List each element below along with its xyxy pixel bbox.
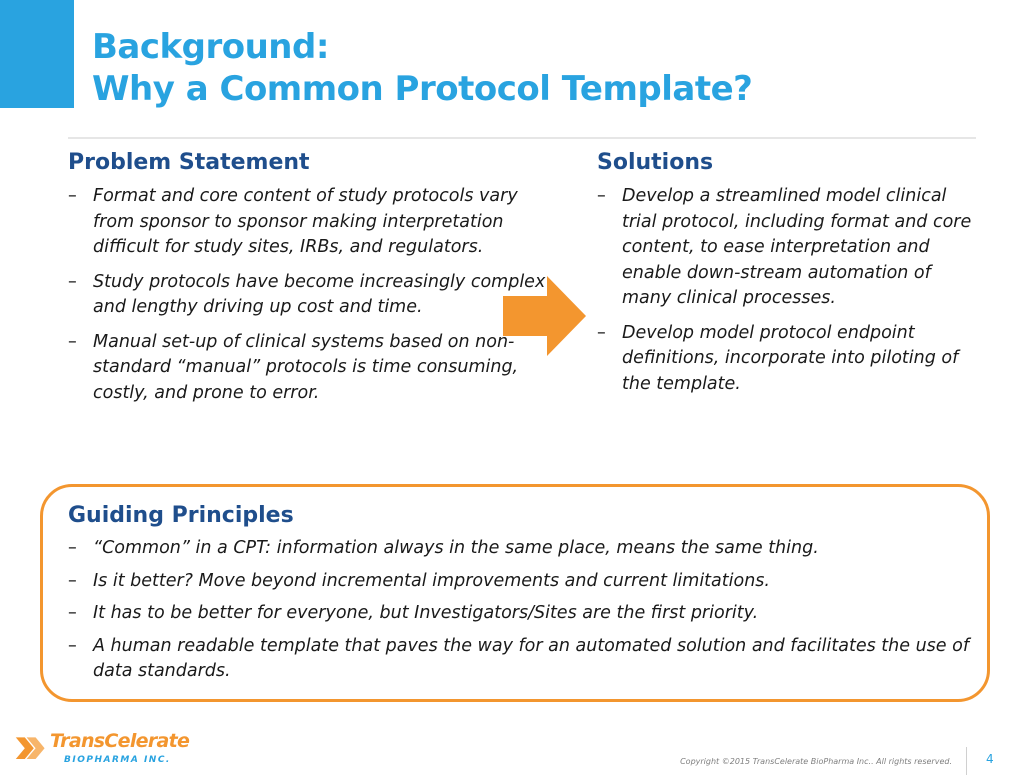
- title-accent-bar: [0, 0, 74, 108]
- solutions-heading: Solutions: [597, 150, 714, 175]
- solutions-section: [597, 146, 977, 406]
- solution-item-text: Develop a streamlined model clinical trial protocol, including format and core content, to ease interpretation and enable down-stream automation of many clinical processes.: [622, 186, 972, 308]
- guiding-item: [68, 536, 978, 562]
- dash-bullet: –: [68, 635, 77, 656]
- problem-statement-heading: Problem Statement: [68, 150, 310, 175]
- page-number: 4: [986, 752, 994, 766]
- dash-bullet: –: [68, 570, 77, 591]
- title-divider: [68, 137, 976, 139]
- guiding-item: [68, 634, 978, 685]
- problem-item: [68, 184, 548, 261]
- guiding-item-text: “Common” in a CPT: information always in the same place, means the same thing.: [93, 538, 819, 558]
- problem-item: [68, 270, 548, 321]
- guiding-item: [68, 601, 978, 627]
- problem-item-text: Manual set-up of clinical systems based on non-standard “manual” protocols is time consuming, costly, and prone to error.: [93, 331, 519, 403]
- guiding-principles-heading: Guiding Principles: [68, 503, 294, 528]
- dash-bullet: –: [68, 603, 77, 623]
- logo-wordmark: TransCelerate: [50, 730, 190, 752]
- dash-bullet: –: [68, 186, 77, 206]
- guiding-item-text: A human readable template that paves the way for an automated solution and facilitates the use of data standards.: [93, 635, 969, 681]
- logo-subtitle: BIOPHARMA INC.: [64, 755, 171, 765]
- dash-bullet: –: [68, 331, 77, 352]
- arrow-right-icon: [503, 276, 586, 356]
- dash-bullet: –: [597, 322, 606, 343]
- dash-bullet: –: [68, 538, 77, 558]
- copyright-notice: Copyright ©2015 TransCelerate BioPharma Inc.. All rights reserved.: [680, 757, 952, 766]
- problem-statement-section: [68, 146, 548, 415]
- guiding-item: [68, 569, 978, 595]
- guiding-item-text: Is it better? Move beyond incremental improvements and current limitations.: [93, 570, 770, 591]
- slide-title: [92, 26, 752, 110]
- solution-item-text: Develop model protocol endpoint definitions, incorporate into piloting of the template.: [622, 322, 959, 394]
- problem-item: [68, 330, 548, 407]
- problem-statement-list: [68, 184, 548, 406]
- slide-title-line2: Why a Common Protocol Template?: [92, 69, 753, 109]
- footer-divider: [966, 747, 967, 775]
- guiding-item-text: It has to be better for everyone, but Investigators/Sites are the first priority.: [93, 603, 759, 623]
- problem-item-text: Study protocols have become increasingly complex and lengthy driving up cost and time.: [93, 271, 546, 317]
- problem-item-text: Format and core content of study protocols vary from sponsor to sponsor making interpretation difficult for study sites, IRBs, and regulators.: [93, 186, 518, 257]
- slide-title-line1: Background:: [92, 27, 329, 67]
- dash-bullet: –: [597, 186, 606, 206]
- dash-bullet: –: [68, 271, 77, 292]
- guiding-principles-section: [68, 499, 978, 692]
- guiding-principles-list: [68, 536, 978, 685]
- solutions-list: [597, 184, 977, 397]
- solution-item: [597, 321, 977, 398]
- transcelerate-logo-icon: [14, 732, 50, 768]
- solution-item: [597, 184, 977, 312]
